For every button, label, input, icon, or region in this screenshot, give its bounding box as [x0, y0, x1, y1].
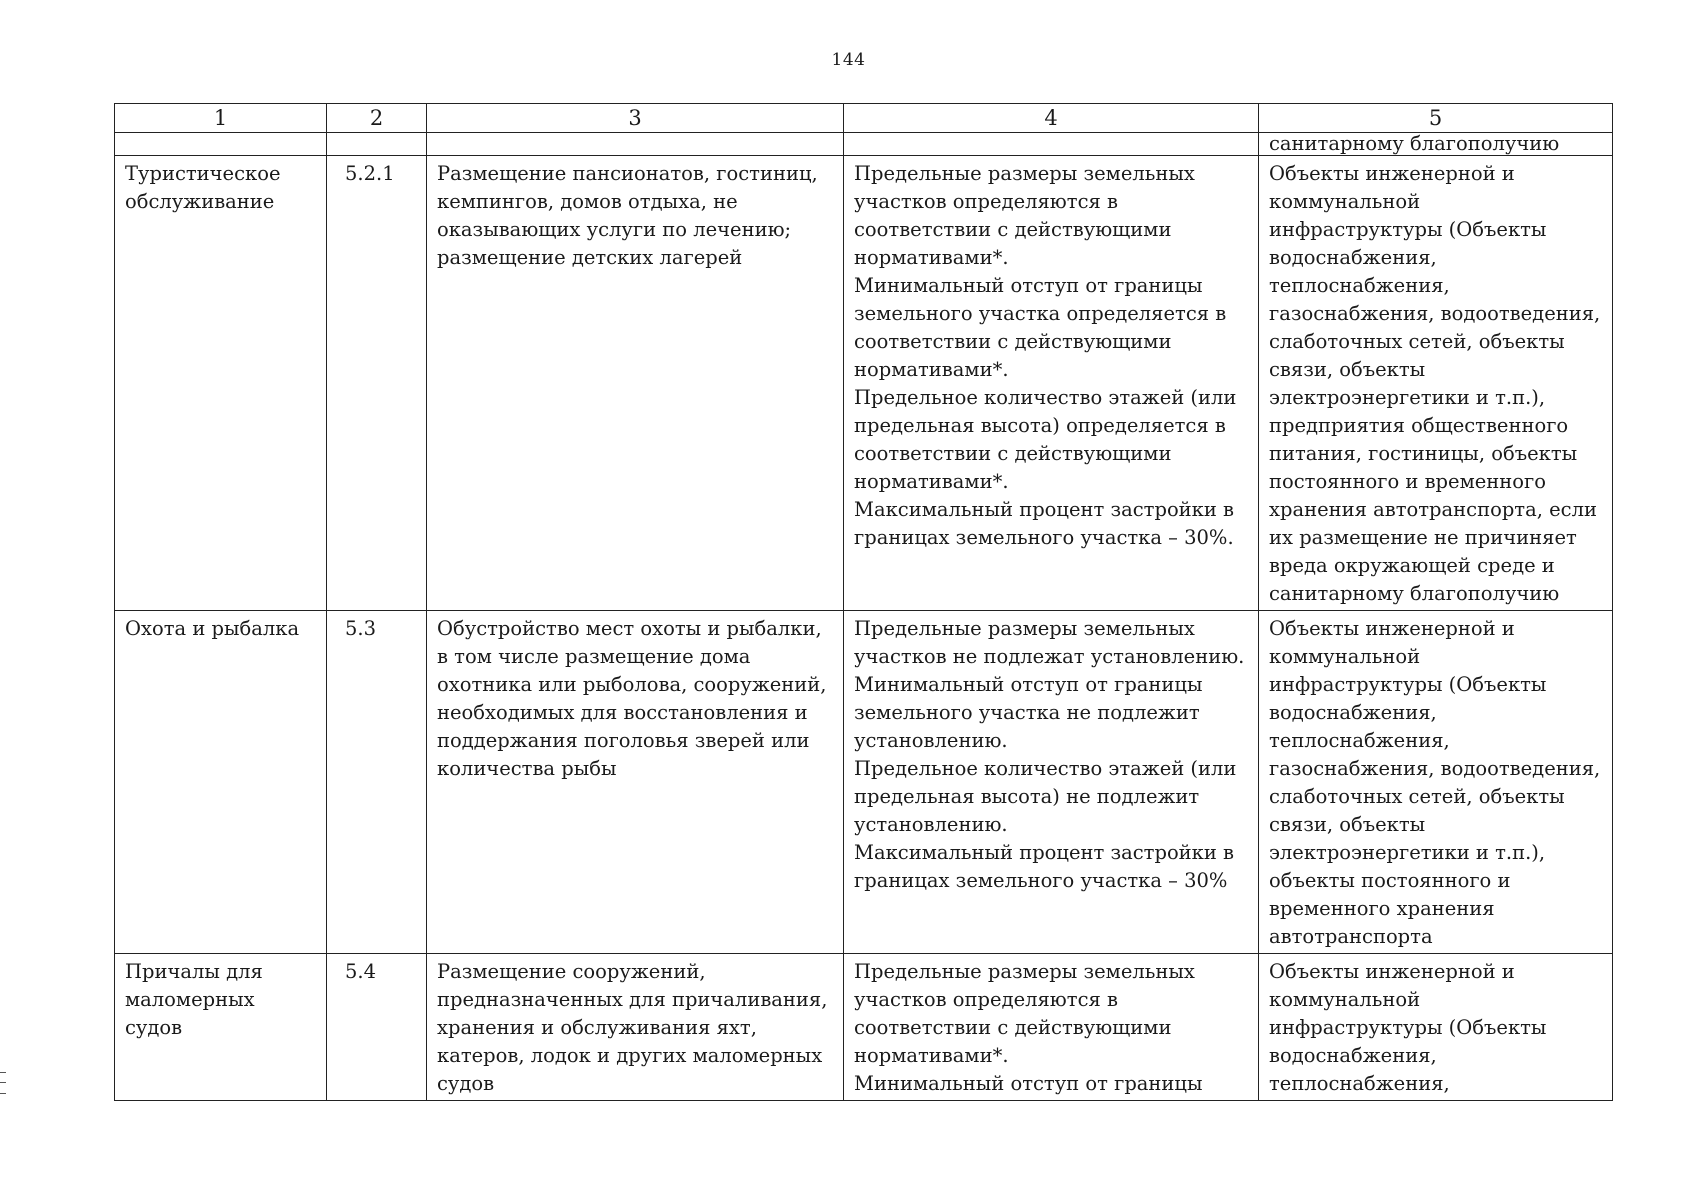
- cell-text-line: 5.4: [345, 960, 377, 983]
- cell-text-line: границах земельного участка – 30%.: [854, 526, 1234, 549]
- cell-text-line: теплоснабжения,: [1269, 1072, 1450, 1095]
- use-description-cell: [427, 954, 844, 1101]
- cell-text-line: размещение детских лагерей: [437, 246, 743, 269]
- cell-text-line: теплоснабжения,: [1269, 729, 1450, 752]
- cell-text-line: судов: [437, 1072, 495, 1095]
- cell-text-line: нормативами*.: [854, 1044, 1009, 1067]
- cell-text-line: хранения и обслуживания яхт,: [437, 1016, 757, 1039]
- cell-text-line: обслуживание: [125, 190, 275, 213]
- cell-text-line: коммунальной: [1269, 988, 1421, 1011]
- cell-text-line: Минимальный отступ от границы: [854, 274, 1203, 297]
- table-row: [115, 954, 1613, 1101]
- cell-text-line: слаботочных сетей, объекты: [1269, 330, 1565, 353]
- cell-text-line: соответствии с действующими: [854, 442, 1172, 465]
- cell-text-line: предельная высота) не подлежит: [854, 785, 1200, 808]
- cell-text-line: предназначенных для причаливания,: [437, 988, 828, 1011]
- cell-text-line: участков определяются в: [854, 988, 1118, 1011]
- cell-text-line: Минимальный отступ от границы: [854, 673, 1203, 696]
- header-col-1: 1: [115, 104, 327, 133]
- cell-text-line: вреда окружающей среде и: [1269, 554, 1555, 577]
- continuation-cell-4: [844, 133, 1259, 156]
- use-parameters-cell: [844, 156, 1259, 611]
- cell-text-line: Объекты инженерной и: [1269, 960, 1515, 983]
- continuation-cell-3: [427, 133, 844, 156]
- use-name-cell: [115, 611, 327, 954]
- cell-text-line: питания, гостиницы, объекты: [1269, 442, 1578, 465]
- cell-text-line: Предельные размеры земельных: [854, 960, 1195, 983]
- cell-text-line: нормативами*.: [854, 358, 1009, 381]
- auxiliary-uses-cell: [1259, 611, 1613, 954]
- cell-text-line: 5.3: [345, 617, 377, 640]
- cell-text-line: водоснабжения,: [1269, 1044, 1437, 1067]
- cell-text-line: Туристическое: [125, 162, 281, 185]
- cell-text-line: установлению.: [854, 729, 1008, 752]
- cell-text-line: Причалы для: [125, 960, 263, 983]
- page-number: 144: [831, 50, 866, 70]
- cell-text-line: предельная высота) определяется в: [854, 414, 1226, 437]
- cell-text-line: инфраструктуры (Объекты: [1269, 673, 1547, 696]
- cell-text-line: электроэнергетики и т.п.),: [1269, 386, 1546, 409]
- cell-text-line: Минимальный отступ от границы: [854, 1072, 1203, 1095]
- cell-text-line: земельного участка не подлежит: [854, 701, 1200, 724]
- cell-text-line: Предельное количество этажей (или: [854, 757, 1237, 780]
- use-parameters-cell: [844, 954, 1259, 1101]
- cell-text-line: соответствии с действующими: [854, 218, 1172, 241]
- cell-text-line: инфраструктуры (Объекты: [1269, 1016, 1547, 1039]
- use-code-cell: [327, 156, 427, 611]
- cell-text-line: теплоснабжения,: [1269, 274, 1450, 297]
- cell-text-line: соответствии с действующими: [854, 1016, 1172, 1039]
- cell-text-line: Предельные размеры земельных: [854, 617, 1195, 640]
- cell-text-line: Обустройство мест охоты и рыбалки,: [437, 617, 822, 640]
- cell-text-line: коммунальной: [1269, 190, 1421, 213]
- cell-text-line: электроэнергетики и т.п.),: [1269, 841, 1546, 864]
- continuation-cell-5: санитарному благополучию: [1259, 133, 1613, 156]
- cell-text-line: участков не подлежат установлению.: [854, 645, 1245, 668]
- cell-text-line: коммунальной: [1269, 645, 1421, 668]
- cell-text-line: временного хранения: [1269, 897, 1495, 920]
- cell-text-line: инфраструктуры (Объекты: [1269, 218, 1547, 241]
- use-description-cell: [427, 611, 844, 954]
- cell-text-line: 5.2.1: [345, 162, 395, 185]
- cell-text-line: катеров, лодок и других маломерных: [437, 1044, 823, 1067]
- cell-text-line: маломерных: [125, 988, 255, 1011]
- use-description-cell: [427, 156, 844, 611]
- cell-text-line: границах земельного участка – 30%: [854, 869, 1228, 892]
- header-col-3: 3: [427, 104, 844, 133]
- cell-text-line: хранения автотранспорта, если: [1269, 498, 1597, 521]
- cell-text-line: предприятия общественного: [1269, 414, 1569, 437]
- continuation-cell-2: [327, 133, 427, 156]
- cell-text-line: соответствии с действующими: [854, 330, 1172, 353]
- table-row: [115, 611, 1613, 954]
- continuation-cell-1: [115, 133, 327, 156]
- use-parameters-cell: [844, 611, 1259, 954]
- cell-text-line: водоснабжения,: [1269, 246, 1437, 269]
- header-col-2: 2: [327, 104, 427, 133]
- cell-text-line: Максимальный процент застройки в: [854, 841, 1235, 864]
- cell-text-line: земельного участка определяется в: [854, 302, 1227, 325]
- table-header-row: [115, 104, 1613, 133]
- cell-text-line: кемпингов, домов отдыха, не: [437, 190, 738, 213]
- use-name-cell: [115, 954, 327, 1101]
- cell-text-line: нормативами*.: [854, 470, 1009, 493]
- cell-text-line: Размещение пансионатов, гостиниц,: [437, 162, 818, 185]
- auxiliary-uses-cell: [1259, 954, 1613, 1101]
- cell-text-line: Объекты инженерной и: [1269, 162, 1515, 185]
- land-use-table: [114, 103, 1613, 1101]
- cell-text-line: нормативами*.: [854, 246, 1009, 269]
- auxiliary-uses-cell: [1259, 156, 1613, 611]
- cell-text-line: охотника или рыболова, сооружений,: [437, 673, 827, 696]
- use-name-cell: [115, 156, 327, 611]
- cell-text-line: в том числе размещение дома: [437, 645, 751, 668]
- margin-mark: [0, 1072, 6, 1094]
- use-code-cell: [327, 611, 427, 954]
- use-code-cell: [327, 954, 427, 1101]
- cell-text-line: судов: [125, 1016, 183, 1039]
- cell-text-line: Предельное количество этажей (или: [854, 386, 1237, 409]
- header-col-5: 5: [1259, 104, 1613, 133]
- continuation-row: [115, 133, 1613, 156]
- cell-text-line: установлению.: [854, 813, 1008, 836]
- cell-text-line: поддержания поголовья зверей или: [437, 729, 810, 752]
- cell-text-line: Максимальный процент застройки в: [854, 498, 1235, 521]
- header-col-4: 4: [844, 104, 1259, 133]
- cell-text-line: количества рыбы: [437, 757, 617, 780]
- cell-text-line: оказывающих услуги по лечению;: [437, 218, 792, 241]
- cell-text-line: Охота и рыбалка: [125, 617, 300, 640]
- cell-text-line: санитарному благополучию: [1269, 582, 1560, 605]
- cell-text-line: слаботочных сетей, объекты: [1269, 785, 1565, 808]
- table-row: [115, 156, 1613, 611]
- cell-text-line: автотранспорта: [1269, 925, 1433, 948]
- cell-text-line: необходимых для восстановления и: [437, 701, 808, 724]
- cell-text-line: газоснабжения, водоотведения,: [1269, 302, 1601, 325]
- cell-text-line: Размещение сооружений,: [437, 960, 706, 983]
- cell-text-line: водоснабжения,: [1269, 701, 1437, 724]
- cell-text-line: постоянного и временного: [1269, 470, 1546, 493]
- cell-text-line: связи, объекты: [1269, 813, 1426, 836]
- cell-text-line: участков определяются в: [854, 190, 1118, 213]
- cell-text-line: связи, объекты: [1269, 358, 1426, 381]
- cell-text-line: Объекты инженерной и: [1269, 617, 1515, 640]
- cell-text-line: Предельные размеры земельных: [854, 162, 1195, 185]
- cell-text-line: газоснабжения, водоотведения,: [1269, 757, 1601, 780]
- cell-text-line: объекты постоянного и: [1269, 869, 1511, 892]
- cell-text-line: их размещение не причиняет: [1269, 526, 1577, 549]
